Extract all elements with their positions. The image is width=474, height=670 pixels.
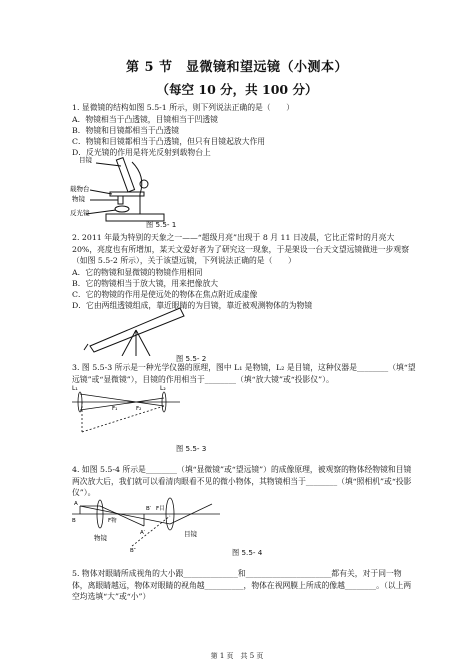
page-footer: 第 1 页 共 5 页 [210, 652, 264, 660]
label-l2: L₂ [160, 385, 166, 392]
label-f1: F₁ [112, 406, 118, 412]
label-b: B [72, 518, 76, 524]
question-1-option-a: A．物镜相当于凸透镜，目镜相当于凹透镜 [72, 114, 218, 124]
label-a: A [74, 501, 78, 507]
question-3 [72, 362, 417, 385]
label-eyepiece-lens: 目镜 [184, 530, 197, 538]
telescope-eyepiece [84, 344, 88, 350]
question-4-stem: 4. 如图 5.5-4 所示是________（填“显微镜”或“望远镜”）的成像原理，被观察的物体经物镜和目镜两次放大后，我们就可以看清肉眼看不见的微小物体，其物镜相当于________（填“照相机”或“投影仪”）。 [72, 465, 412, 498]
microscope-objective [118, 196, 123, 204]
question-1-option-d: D．反光镜的作用是将光反射到载物台上 [72, 148, 211, 158]
lens-diagram-figure [72, 384, 182, 436]
question-2-stem: 2. 2011 年最为特别的天象之一——“超级月亮”出现于 8 月 11 日凌晨，它比正常时的月亮大 20%，亮度也有所增加，某天文爱好者为了研究这一现象，于是架设一台天文望远镜做进一步观察（如图 5.5-2 所示），关于该望远镜，下列说法正确的是（ ） [72, 233, 409, 266]
label-l1: L₁ [72, 385, 78, 392]
label-b-double-prime: B″ [130, 548, 136, 554]
figure-5-5-2-caption: 图 5.5- 2 [176, 354, 207, 363]
question-1-option-c: C．物镜和目镜都相当于凸透镜，但只有目镜起放大作用 [72, 137, 266, 146]
question-5 [72, 568, 412, 603]
question-2-option-c: C．它的物镜的作用是使远处的物体在焦点附近成虚像 [72, 290, 258, 300]
label-f-objective: F物 [108, 518, 117, 524]
page-title: 第 5 节 显微镜和望远镜（小测本） [125, 60, 349, 75]
microscope-figure [70, 154, 200, 226]
figure-5-5-4-caption: 图 5.5- 4 [232, 548, 263, 557]
question-2-option-d: D．它由两组透镜组成，靠近眼睛的为目镜，靠近被观测物体的为物镜 [72, 301, 313, 311]
microscope-stage [110, 192, 144, 196]
label-stage: 载物台 [70, 185, 90, 193]
microscope-ray-diagram [72, 496, 222, 554]
label-eyepiece: 目镜 [79, 156, 92, 164]
question-1 [72, 102, 412, 158]
label-f-eyepiece: F目 [156, 506, 165, 512]
label-a-prime: A′ [140, 530, 146, 536]
telescope-tube [90, 308, 184, 352]
figure-5-5-1-caption: 图 5.5- 1 [146, 220, 177, 229]
figure-5-5-3-caption: 图 5.5- 3 [176, 444, 207, 453]
label-mirror: 反光镜 [70, 209, 90, 217]
label-b-prime: B′ [146, 506, 152, 512]
focus-knob [140, 180, 148, 188]
question-2-option-a: A．它的物镜和显微镜的物镜作用相同 [72, 267, 203, 277]
microscope-tube [116, 158, 134, 192]
page-subtitle: （每空 10 分，共 100 分） [156, 82, 318, 97]
telescope-figure [76, 300, 206, 356]
label-f2: F₂ [136, 406, 142, 412]
question-5-stem: 5. 物体对眼睛所成视角的大小跟______________和______________________都有关，对于同一物体，离眼睛越远，物体对眼睛的视角越__________，物体在视网膜上所成的像越________。（以上两空均选填“大”或“小”） [72, 569, 412, 602]
question-1-stem: 1. 显微镜的结构如图 5.5-1 所示，则下列说法正确的是（ ） [72, 103, 294, 112]
question-2-option-b: B．它的物镜相当于放大镜，用来把像放大 [72, 278, 219, 288]
microscope-mirror [115, 206, 129, 212]
question-1-option-b: B．物镜和目镜都相当于凸透镜 [72, 125, 180, 135]
label-objective: 物镜 [72, 195, 85, 203]
question-3-stem: 3. 图 5.5-3 所示是一种光学仪器的原理，图中 L₁ 是物镜，L₂ 是目镜，这种仪器是________（填“望远镜”或“显微镜”），目镜的作用相当于________（填“放大镜”或“投影仪”）。 [72, 363, 416, 384]
question-4 [72, 464, 417, 499]
label-objective-lens: 物镜 [94, 534, 107, 542]
